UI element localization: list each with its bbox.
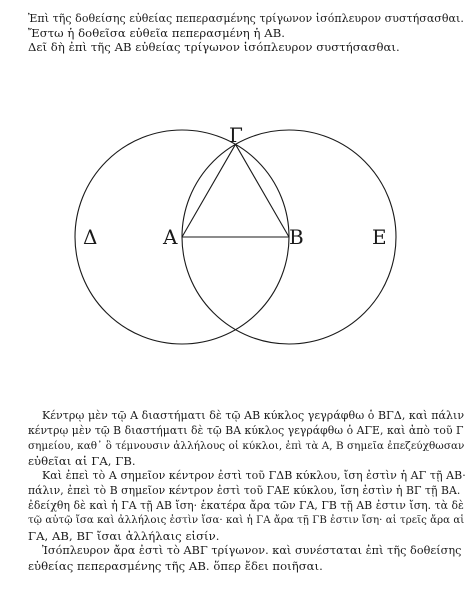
enunciation-line-1: Ἐπὶ τῆς δοθείσης εὐθείας πεπερασμένης τρίγωνον ἰσόπλευρον συστήσασθαι. [28,12,464,25]
proof-line-2: κέντρῳ μὲν τῷ Β διαστήματι δὲ τῷ ΒΑ κύκλος γεγράφθω ὁ ΑΓΕ, καὶ ἀπὸ τοῦ Γ [28,424,464,437]
enunciation-line-3: Δεῖ δὴ ἐπὶ τῆς ΑΒ εὐθείας τρίγωνον ἰσόπλευρον συστήσασθαι. [28,40,400,54]
enunciation-line-2: Ἔστω ἡ δοθεῖσα εὐθεῖα πεπερασμένη ἡ ΑΒ. [28,26,286,40]
proof-line-9: ΓΑ, ΑΒ, ΒΓ ἴσαι ἀλλήλαις εἰσίν. [28,529,220,543]
label-beta: Β [289,225,304,249]
proof-line-4: εὐθεῖαι αἱ ΓΑ, ΓΒ. [28,454,136,468]
proof-line-11: εὐθείας πεπερασμένης τῆς ΑΒ. ὅπερ ἔδει ποιῆσαι. [28,559,323,573]
proof-line-10: Ἰσόπλευρον ἄρα ἐστὶ τὸ ΑΒΓ τρίγωνον. καὶ συνέσταται ἐπὶ τῆς δοθείσης [42,544,462,557]
proof-line-3: σημείου, καθ᾽ ὃ τέμνουσιν ἀλλήλους οἱ κύκλοι, ἐπὶ τὰ Α, Β σημεῖα ἐπεζεύχθωσαν [28,440,465,452]
proof-line-7: ἐδείχθη δὲ καὶ ἡ ΓΑ τῇ ΑΒ ἴση· ἑκατέρα ἄρα τῶν ΓΑ, ΓΒ τῇ ΑΒ ἐστιν ἴση. τὰ δὲ [28,499,464,512]
label-alpha: Α [163,225,178,249]
label-gamma: Γ [229,123,243,147]
proof-line-8: τῷ αὐτῷ ἴσα καὶ ἀλλήλοις ἐστὶν ἴσα· καὶ ἡ ΓΑ ἄρα τῇ ΓΒ ἐστιν ἴση· αἱ τρεῖς ἄρα αἱ [28,515,465,526]
figure-svg [0,120,474,355]
proof-line-6: πάλιν, ἐπεὶ τὸ Β σημεῖον κέντρον ἐστὶ τοῦ ΓΑΕ κύκλου, ἴση ἐστὶν ἡ ΒΓ τῇ ΒΑ. [28,484,461,497]
proof-line-5: Καὶ ἐπεὶ τὸ Α σημεῖον κέντρον ἐστὶ τοῦ ΓΔΒ κύκλου, ἴση ἐστὶν ἡ ΑΓ τῇ ΑΒ· [42,469,466,482]
euclid-figure [0,120,474,355]
label-delta: Δ [83,225,98,249]
label-epsilon: Ε [372,225,387,249]
segment-gb [236,144,290,237]
segment-ga [182,144,236,237]
proof-line-1: Κέντρῳ μὲν τῷ Α διαστήματι δὲ τῷ ΑΒ κύκλος γεγράφθω ὁ ΒΓΔ, καὶ πάλιν [42,409,465,422]
